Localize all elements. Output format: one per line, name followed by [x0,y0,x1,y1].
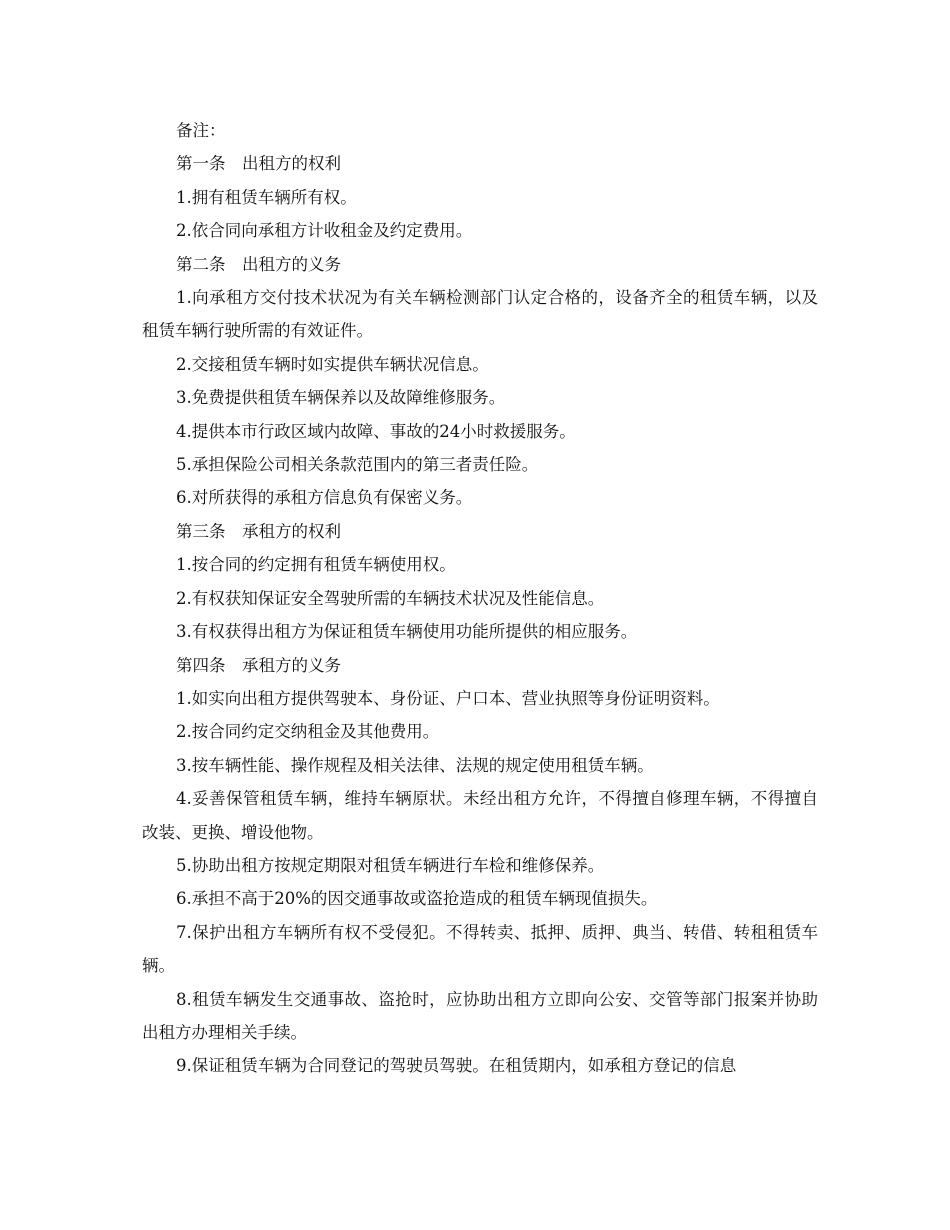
article-1-heading: 第一条 出租方的权利 [176,154,341,174]
article-4-item-9: 9.保证租赁车辆为合同登记的驾驶员驾驶。在租赁期内，如承租方登记的信息 [176,1056,737,1076]
article-1-item-2: 2.依合同向承租方计收租金及约定费用。 [176,221,473,241]
remark-label: 备注： [176,121,226,140]
article-4-item-3: 3.按车辆性能、操作规程及相关法律、法规的规定使用租赁车辆。 [176,755,654,775]
article-4-heading: 第四条 承租方的义务 [176,655,341,675]
article-3-item-3: 3.有权获得出租方为保证租赁车辆使用功能所提供的相应服务。 [176,622,638,642]
article-4-item-8: 8.租赁车辆发生交通事故、盗抢时，应协助出租方立即向公安、交管等部门报案并协助出租方办理相关手续。 [142,989,818,1042]
article-4-item-1: 1.如实向出租方提供驾驶本、身份证、户口本、营业执照等身份证明资料。 [176,688,720,708]
article-4-item-5: 5.协助出租方按规定期限对租赁车辆进行车检和维修保养。 [176,855,605,875]
article-4-item-2: 2.按合同约定交纳租金及其他费用。 [176,722,440,742]
article-2-item-2: 2.交接租赁车辆时如实提供车辆状况信息。 [176,354,489,374]
article-2-item-5: 5.承担保险公司相关条款范围内的第三者责任险。 [176,455,539,475]
article-3-item-1: 1.按合同的约定拥有租赁车辆使用权。 [176,555,456,575]
article-2-item-4: 4.提供本市行政区域内故障、事故的24小时救援服务。 [176,421,576,441]
article-2-item-3: 3.免费提供租赁车辆保养以及故障维修服务。 [176,388,506,408]
article-2-heading: 第二条 出租方的义务 [176,254,341,274]
article-4-item-4: 4.妥善保管租赁车辆，维持车辆原状。未经出租方允许，不得擅自修理车辆，不得擅自改装、更换、增设他物。 [142,789,818,842]
article-3-item-2: 2.有权获知保证安全驾驶所需的车辆技术状况及性能信息。 [176,588,605,608]
article-1-item-1: 1.拥有租赁车辆所有权。 [176,187,357,207]
document-body [142,114,818,1083]
article-2-item-6: 6.对所获得的承租方信息负有保密义务。 [176,488,473,508]
article-2-item-1: 1.向承租方交付技术状况为有关车辆检测部门认定合格的，设备齐全的租赁车辆，以及租赁车辆行驶所需的有效证件。 [142,288,818,341]
article-3-heading: 第三条 承租方的权利 [176,521,341,541]
article-4-item-6: 6.承担不高于20%的因交通事故或盗抢造成的租赁车辆现值损失。 [176,889,658,909]
article-4-item-7: 7.保护出租方车辆所有权不受侵犯。不得转卖、抵押、质押、典当、转借、转租租赁车辆。 [142,922,818,976]
